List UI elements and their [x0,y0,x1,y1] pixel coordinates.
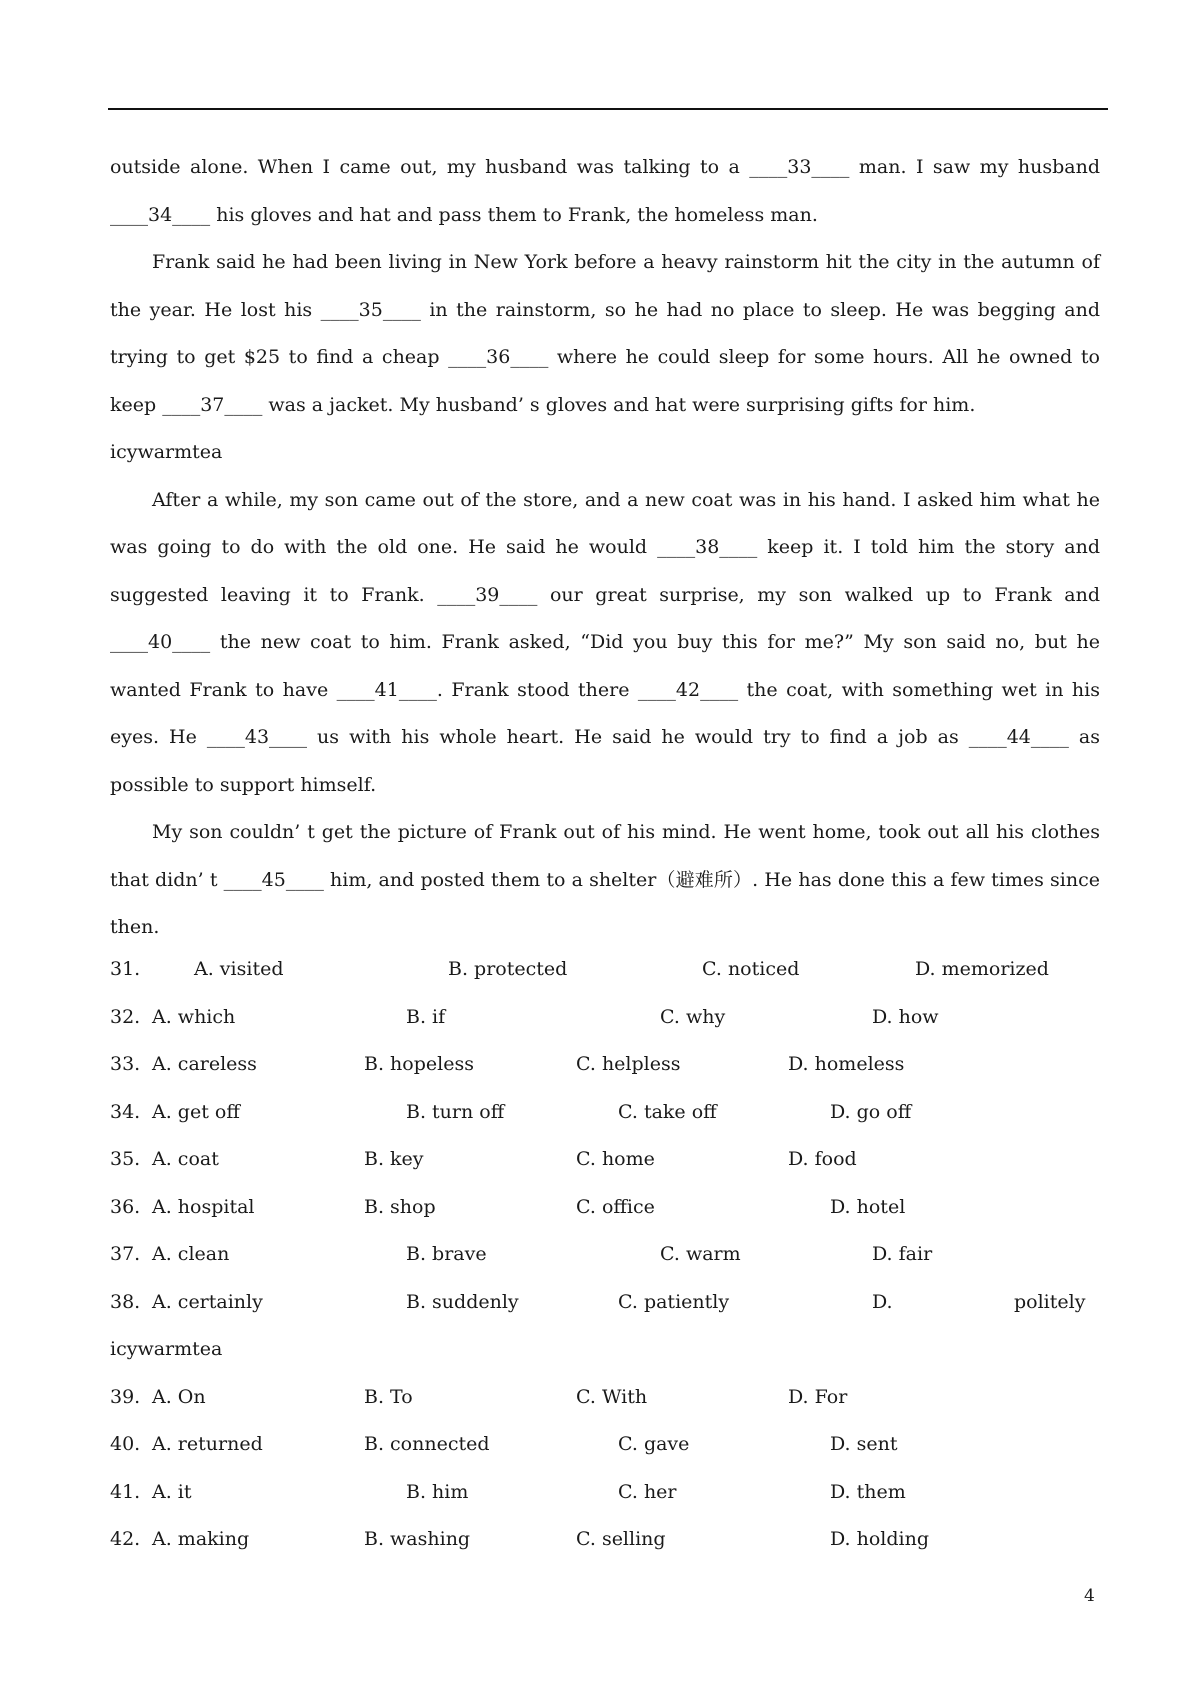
option-a: A. get off [152,1100,240,1123]
question-row [110,1041,1100,1089]
question-number: 31. [110,958,141,980]
option-d: D. For [788,1385,848,1408]
option-d: D. them [830,1480,906,1503]
option-b: B. connected [364,1433,490,1455]
option-b: B. protected [448,958,568,980]
option-b: B. hopeless [364,1053,474,1075]
option-a: A. careless [152,1053,257,1075]
question-row [110,1516,1100,1564]
header-rule [108,108,1108,110]
option-a: A. making [152,1528,250,1550]
option-d: D. sent [830,1433,898,1455]
option-c: C. why [660,1005,726,1028]
option-a: A. On [152,1385,206,1408]
option-d: D. homeless [788,1053,905,1075]
question-row [110,1279,1100,1327]
option-d: D. hotel [830,1195,906,1218]
option-c: C. home [576,1148,655,1170]
option-d: D. food [788,1148,857,1170]
option-d: D. holding [830,1528,930,1550]
option-a: A. which [152,1005,236,1028]
option-a: A. returned [152,1433,263,1455]
option-c: C. patiently [618,1290,730,1313]
option-b: B. brave [406,1243,487,1265]
option-a: A. visited [194,958,284,980]
option-a: A. hospital [152,1195,255,1218]
option-d-word: politely [1014,1290,1086,1313]
option-b: B. suddenly [406,1290,519,1313]
passage [110,144,1100,952]
question-row [110,1231,1100,1279]
passage-line: outside alone. When I came out, my husband was talking to a ____33____ man. I saw my husband [110,156,1100,178]
option-c: C. helpless [576,1053,681,1075]
question-row [110,1374,1100,1422]
question-number: 40. [110,1433,141,1455]
option-c: C. selling [576,1528,666,1550]
question-number: 32. [110,1005,141,1028]
watermark-text: icywarmtea [110,441,223,463]
passage-paragraph: Frank said he had been living in New York before a heavy rainstorm hit the city in the autumn of the year. He lost his ____35____ in the rainstorm, so he had no place to sleep. He was begging and trying to get $25 to find a cheap ____36____ where he could sleep for some hours. All he owned to keep ____37____ was a jacket. My husband’ s gloves and hat were surprising gifts for him. [110,251,1100,416]
option-d: D. [872,1290,893,1313]
option-b: B. To [364,1385,413,1408]
question-number: 35. [110,1148,141,1170]
question-row [110,1421,1100,1469]
question-number: 42. [110,1528,141,1550]
option-d: D. fair [872,1243,933,1265]
question-number: 41. [110,1480,141,1503]
option-a: A. certainly [152,1290,263,1313]
question-row [110,1184,1100,1232]
passage-paragraph: My son couldn’ t get the picture of Frank out of his mind. He went home, took out all his clothes that didn’ t ____45____ him, and posted them to a shelter（避难所）. He has done this a few times since then. [110,821,1100,938]
option-c: C. noticed [702,958,800,980]
question-number: 33. [110,1053,141,1075]
question-row [110,1469,1100,1517]
question-number: 34. [110,1100,141,1123]
option-b: B. turn off [406,1100,505,1123]
option-c: C. With [576,1385,648,1408]
question-number: 38. [110,1290,141,1313]
question-number: 37. [110,1243,141,1265]
question-options [110,946,1100,1564]
option-c: C. her [618,1480,677,1503]
option-b: B. shop [364,1195,436,1218]
question-number: 36. [110,1195,141,1218]
question-row [110,946,1100,994]
option-d: D. memorized [915,958,1049,980]
passage-paragraph: After a while, my son came out of the store, and a new coat was in his hand. I asked him what he was going to do with the old one. He said he would ____38____ keep it. I told him the story and suggested leaving it to Frank. ____39____ our great surprise, my son walked up to Frank and ____40____ the new coat to him. Frank asked, “Did you buy this for me?” My son said no, but he wanted Frank to have ____41____. Frank stood there ____42____ the coat, with something wet in his eyes. He ____43____ us with his whole heart. He said he would try to find a job as ____44____ as possible to support himself. [110,488,1100,796]
option-b: B. if [406,1005,446,1028]
question-row [110,994,1100,1042]
watermark-text: icywarmtea [110,1338,223,1360]
option-a: A. it [152,1480,192,1503]
question-row [110,1136,1100,1184]
passage-line: ____34____ his gloves and hat and pass them to Frank, the homeless man. [110,203,818,226]
option-b: B. him [406,1480,469,1503]
option-d: D. go off [830,1100,912,1123]
option-c: C. warm [660,1243,741,1265]
option-b: B. washing [364,1528,471,1550]
option-c: C. office [576,1195,655,1218]
page-number: 4 [1084,1586,1095,1606]
option-d: D. how [872,1005,939,1028]
option-c: C. gave [618,1433,690,1455]
option-a: A. coat [152,1148,219,1170]
option-c: C. take off [618,1100,717,1123]
question-row [110,1089,1100,1137]
question-number: 39. [110,1385,141,1408]
option-a: A. clean [152,1243,230,1265]
option-b: B. key [364,1148,424,1170]
